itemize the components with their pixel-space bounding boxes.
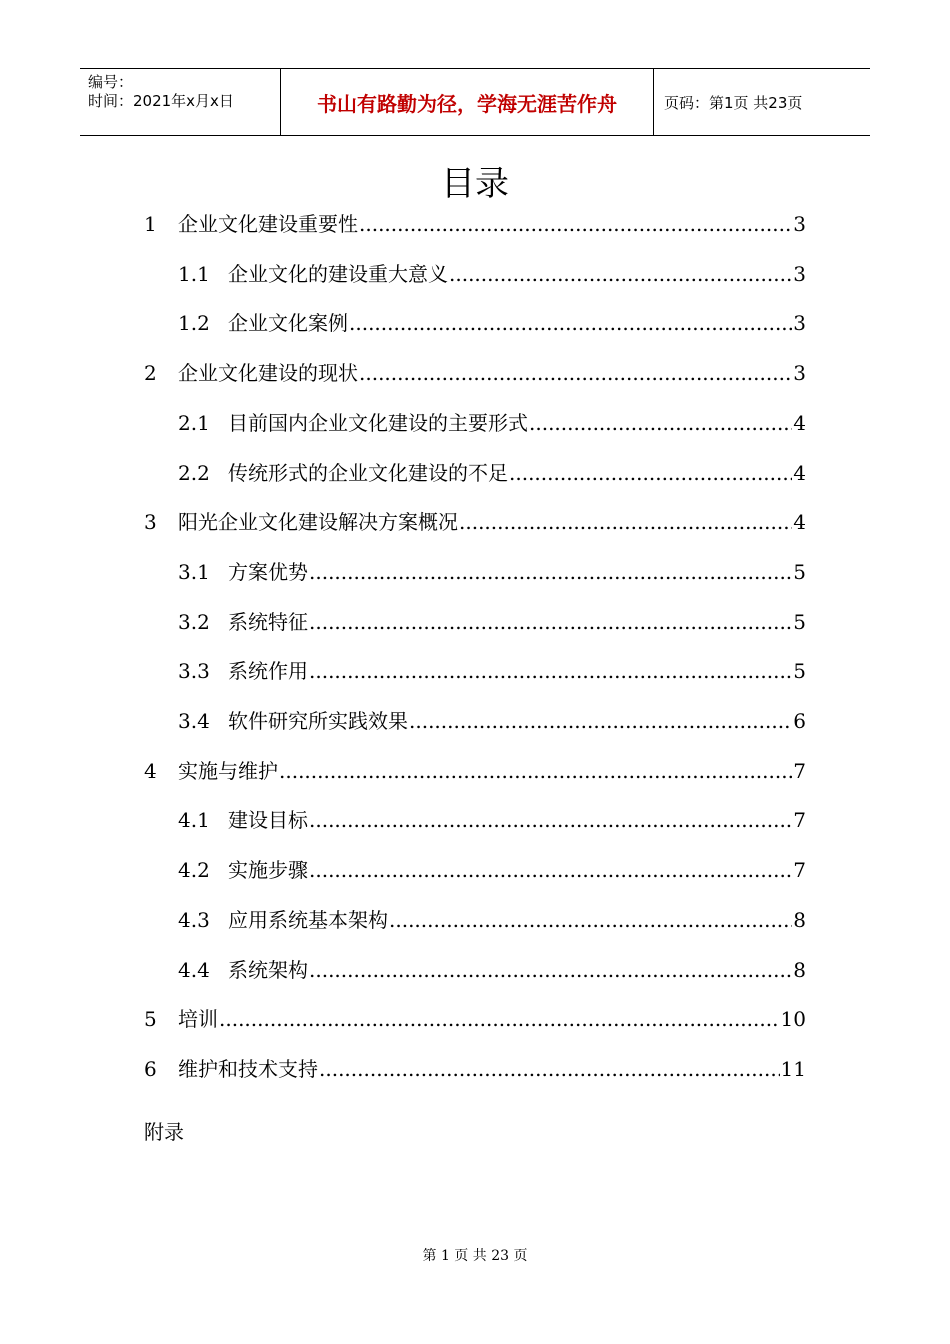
toc-leader-dots <box>449 259 792 289</box>
page-footer: 第 1 页 共 23 页 <box>422 1248 528 1264</box>
toc-entry-title: 应用系统基本架构 <box>228 907 388 932</box>
header-time: 时间：2021年x月x日 <box>88 92 234 110</box>
toc-leader-dots <box>529 408 792 438</box>
toc-entry-number: 2.1 <box>178 410 210 435</box>
toc-entry-page: 7 <box>793 808 806 833</box>
toc-entry-number: 3.4 <box>178 709 210 733</box>
toc-entry-number: 1 <box>144 212 157 236</box>
toc-entry-number: 3 <box>144 510 157 535</box>
toc-entry[interactable] <box>178 905 806 935</box>
toc-leader-dots <box>309 656 792 686</box>
toc-entry[interactable] <box>178 607 806 637</box>
toc-entry-title: 传统形式的企业文化建设的不足 <box>228 460 508 485</box>
toc-entry-title: 企业文化案例 <box>228 311 348 336</box>
toc-leader-dots <box>349 308 792 338</box>
toc-entry[interactable] <box>144 756 806 786</box>
toc-entry-number: 4.3 <box>178 907 210 932</box>
toc-entry-title: 阳光企业文化建设解决方案概况 <box>178 510 458 535</box>
toc-entry-number: 3.3 <box>178 659 210 684</box>
toc-entry-page: 8 <box>793 957 806 982</box>
page-title: 目录 <box>441 164 509 204</box>
toc-entry[interactable] <box>178 656 806 686</box>
toc-entry[interactable] <box>178 259 806 289</box>
toc-entry-title: 目前国内企业文化建设的主要形式 <box>228 410 528 435</box>
appendix-heading: 附录 <box>144 1120 184 1144</box>
toc-entry-title: 方案优势 <box>228 559 308 584</box>
toc-entry-number: 3.2 <box>178 609 210 634</box>
toc-entry-number: 1.1 <box>178 261 210 286</box>
toc-entry[interactable] <box>144 358 806 388</box>
toc-entry-page: 10 <box>780 1007 806 1032</box>
toc-entry-page: 5 <box>793 559 806 584</box>
toc-entry-title: 建设目标 <box>228 808 308 833</box>
toc-entry[interactable] <box>178 955 806 985</box>
toc-entry-number: 4 <box>144 758 157 783</box>
toc-entry[interactable] <box>178 557 806 587</box>
toc-entry-number: 1.2 <box>178 311 210 336</box>
toc-leader-dots <box>219 1004 780 1034</box>
toc-entry-page: 7 <box>793 858 806 883</box>
toc-entry-page: 4 <box>793 410 806 435</box>
toc-entry[interactable] <box>144 1004 806 1034</box>
toc-entry-title: 软件研究所实践效果 <box>228 709 408 733</box>
toc-entry-page: 6 <box>793 709 806 733</box>
toc-leader-dots <box>359 209 792 239</box>
toc-entry-title: 实施步骤 <box>228 858 308 883</box>
toc-entry[interactable] <box>178 706 806 736</box>
toc-entry-page: 8 <box>793 907 806 932</box>
toc-entry-page: 4 <box>793 510 806 535</box>
toc-entry[interactable] <box>144 209 806 239</box>
toc-entry-title: 系统特征 <box>228 609 308 634</box>
toc-entry-page: 3 <box>793 212 806 236</box>
toc-leader-dots <box>309 607 792 637</box>
toc-entry-page: 3 <box>793 311 806 336</box>
toc-entry-number: 4.4 <box>178 957 210 982</box>
toc-entry-title: 系统架构 <box>228 957 308 982</box>
toc-entry-title: 企业文化建设重要性 <box>178 212 358 236</box>
toc-entry-title: 企业文化建设的现状 <box>178 361 358 386</box>
toc-entry-title: 系统作用 <box>228 659 308 684</box>
header-number: 编号： <box>88 73 134 91</box>
toc-leader-dots <box>459 507 792 537</box>
header-motto: 书山有路勤为径，学海无涯苦作舟 <box>281 69 654 135</box>
toc-entry-number: 4.2 <box>178 858 210 883</box>
toc-entry-title: 维护和技术支持 <box>178 1056 318 1081</box>
toc-leader-dots <box>309 805 792 835</box>
toc-entry[interactable] <box>178 408 806 438</box>
toc-entry-page: 5 <box>793 659 806 684</box>
toc-entry[interactable] <box>144 507 806 537</box>
toc-entry-page: 3 <box>793 261 806 286</box>
toc-leader-dots <box>319 1054 780 1084</box>
toc-leader-dots <box>509 458 792 488</box>
toc-leader-dots <box>359 358 792 388</box>
header-meta <box>80 69 281 135</box>
toc-entry[interactable] <box>178 805 806 835</box>
toc-entry-number: 3.1 <box>178 559 210 584</box>
toc-leader-dots <box>389 905 792 935</box>
toc-leader-dots <box>309 557 792 587</box>
toc-leader-dots <box>309 855 792 885</box>
toc-entry-page: 7 <box>793 758 806 783</box>
toc-entry-title: 实施与维护 <box>178 758 278 783</box>
toc-entry-title: 培训 <box>178 1007 218 1032</box>
toc-entry-page: 5 <box>793 609 806 634</box>
toc-entry-page: 11 <box>780 1056 806 1081</box>
toc-entry-number: 2.2 <box>178 460 210 485</box>
toc-entry-title: 企业文化的建设重大意义 <box>228 261 448 286</box>
toc-entry-number: 2 <box>144 361 157 386</box>
toc-leader-dots <box>309 955 792 985</box>
page-header <box>80 68 870 136</box>
toc-leader-dots <box>279 756 792 786</box>
toc-entry-page: 4 <box>793 460 806 485</box>
toc-entry[interactable] <box>144 1054 806 1084</box>
toc-entry[interactable] <box>178 308 806 338</box>
toc-entry-number: 4.1 <box>178 808 210 833</box>
toc-entry[interactable] <box>178 458 806 488</box>
toc-entry-number: 6 <box>144 1056 157 1081</box>
toc-leader-dots <box>409 706 792 736</box>
toc-entry-number: 5 <box>144 1007 157 1032</box>
toc-entry[interactable] <box>178 855 806 885</box>
header-page-info: 页码：第1页 共23页 <box>664 93 803 112</box>
toc-entry-page: 3 <box>793 361 806 386</box>
